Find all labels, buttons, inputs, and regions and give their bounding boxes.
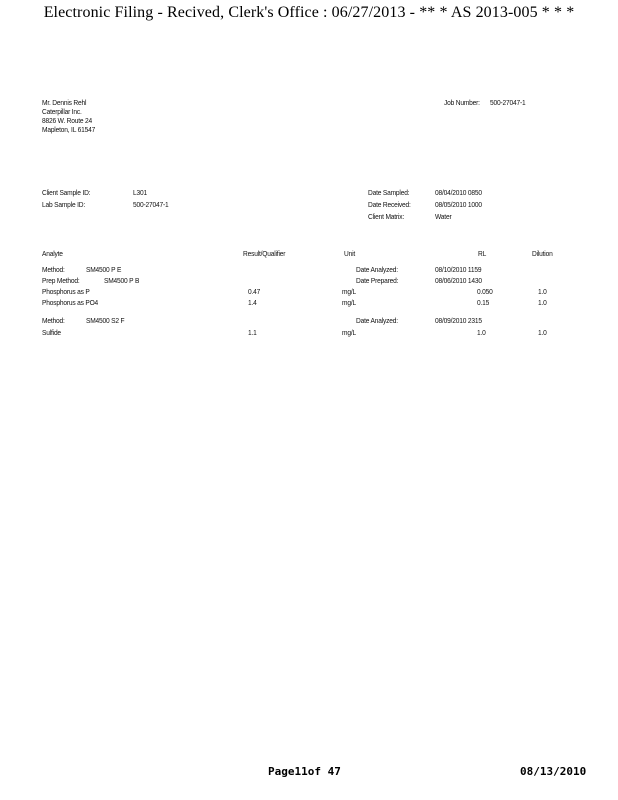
date-analyzed-value: 08/09/2010 2315: [435, 316, 482, 325]
column-header-unit: Unit: [344, 249, 356, 258]
table-row-dilution: 1.0: [538, 298, 547, 307]
lab-sample-id-value: 500-27047-1: [133, 200, 169, 209]
date-sampled-label: Date Sampled:: [368, 188, 410, 197]
client-matrix-label: Client Matrix:: [368, 212, 405, 221]
table-row-analyte: Phosphorus as PO4: [42, 298, 99, 307]
client-sample-id-value: L301: [133, 188, 147, 197]
address-line: Mapleton, IL 61547: [42, 125, 96, 134]
table-row-rl: 1.0: [477, 328, 486, 337]
client-address: [42, 98, 95, 134]
table-row-result: 1.1: [248, 328, 257, 337]
lab-sample-id-label: Lab Sample ID:: [42, 200, 86, 209]
column-header-dilution: Dilution: [532, 249, 553, 258]
column-header-analyte: Analyte: [42, 249, 63, 258]
date-sampled-value: 08/04/2010 0850: [435, 188, 482, 197]
column-header-rl: RL: [478, 249, 487, 258]
job-number-value: 500-27047-1: [490, 98, 526, 107]
table-row-dilution: 1.0: [538, 287, 547, 296]
method-label: Method:: [42, 316, 65, 325]
date-analyzed-label: Date Analyzed:: [356, 265, 398, 274]
prep-method-label: Prep Method:: [42, 276, 80, 285]
address-line: 8826 W. Route 24: [42, 116, 92, 125]
date-received-label: Date Received:: [368, 200, 411, 209]
date-prepared-label: Date Prepared:: [356, 276, 399, 285]
table-row-rl: 0.15: [477, 298, 490, 307]
page-header-title: Electronic Filing - Recived, Clerk's Office : 06/27/2013 - ** * AS 2013-005 * * *: [43, 4, 575, 21]
table-row-dilution: 1.0: [538, 328, 547, 337]
table-row-analyte: Phosphorus as P: [42, 287, 90, 296]
footer-date: 08/13/2010: [520, 765, 587, 778]
column-header-result: Result/Qualifier: [243, 249, 286, 258]
method-value: SM4500 P E: [86, 265, 122, 274]
table-row-unit: mg/L: [342, 287, 356, 296]
table-row-unit: mg/L: [342, 328, 356, 337]
table-row-result: 0.47: [248, 287, 261, 296]
date-analyzed-value: 08/10/2010 1159: [435, 265, 482, 274]
table-row-rl: 0.050: [477, 287, 493, 296]
address-line: Mr. Dennis Rehl: [42, 98, 87, 107]
date-received-value: 08/05/2010 1000: [435, 200, 482, 209]
table-row-result: 1.4: [248, 298, 257, 307]
prep-method-value: SM4500 P B: [104, 276, 140, 285]
date-analyzed-label: Date Analyzed:: [356, 316, 398, 325]
method-value: SM4500 S2 F: [86, 316, 125, 325]
job-number-label: Job Number:: [444, 98, 480, 107]
client-matrix-value: Water: [435, 212, 452, 221]
page-number: Page11of 47: [268, 765, 341, 778]
address-line: Caterpillar Inc.: [42, 107, 82, 116]
method-label: Method:: [42, 265, 65, 274]
table-row-unit: mg/L: [342, 298, 356, 307]
table-row-analyte: Sulfide: [42, 328, 61, 337]
client-sample-id-label: Client Sample ID:: [42, 188, 91, 197]
date-prepared-value: 08/06/2010 1430: [435, 276, 482, 285]
